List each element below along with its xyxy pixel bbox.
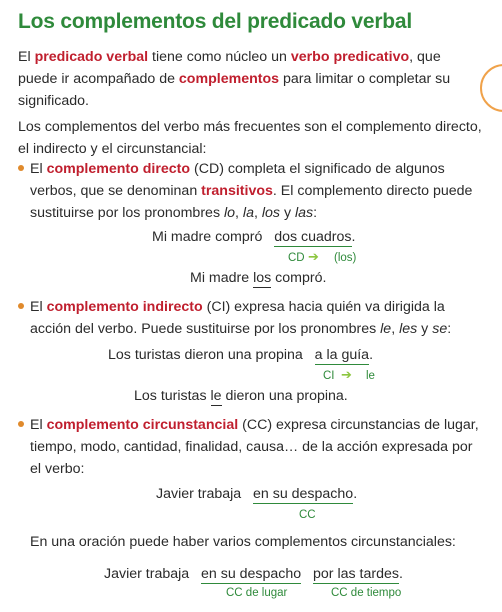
ci-result-pronoun: le xyxy=(210,388,222,404)
ci-tag: CI xyxy=(323,370,335,382)
pronoun: lo xyxy=(223,205,236,221)
cd-replacement: (los) xyxy=(334,252,357,264)
text: El xyxy=(30,299,47,315)
text: : xyxy=(313,205,318,221)
keyword-complemento-indirecto: complemento indirecto xyxy=(46,299,203,315)
text: . xyxy=(398,566,403,582)
ci-example-sentence xyxy=(108,345,373,365)
cc-tiempo-tag: CC de tiempo xyxy=(331,587,402,599)
pronoun: le xyxy=(380,321,392,337)
pronoun: se xyxy=(432,321,448,337)
cc-tiempo-phrase: por las tardes xyxy=(313,566,399,582)
text: Javier trabaja xyxy=(104,566,190,582)
cd-target-phrase: dos cuadros xyxy=(274,229,352,245)
text: . xyxy=(351,229,356,245)
text: para limitar o completar su significado. xyxy=(18,71,451,109)
multi-cc-example-sentence xyxy=(104,564,403,584)
cd-result-pronoun: los xyxy=(253,270,272,286)
text: y xyxy=(280,205,295,221)
text: . xyxy=(353,486,358,502)
text: tiene como núcleo un xyxy=(148,49,291,65)
arrow-right-icon: ➔ xyxy=(308,249,319,264)
keyword-complemento-circunstancial: complemento circunstancial xyxy=(46,417,239,433)
ci-paragraph xyxy=(30,296,486,340)
text: : xyxy=(447,321,452,337)
text: dieron una propina. xyxy=(221,388,348,404)
cd-tag: CD xyxy=(288,252,305,264)
text: Mi madre xyxy=(190,270,254,286)
pronoun: les xyxy=(399,321,418,337)
text: , que puede ir acompañado de xyxy=(18,49,441,87)
text: , xyxy=(253,205,262,221)
ci-result-sentence xyxy=(134,386,348,406)
cc-target-phrase: en su despacho xyxy=(253,486,354,502)
cc-example-sentence xyxy=(156,484,357,504)
text: Javier trabaja xyxy=(156,486,242,502)
ci-replacement: le xyxy=(366,370,375,382)
bullet-dot xyxy=(18,165,24,171)
text: El xyxy=(30,417,47,433)
arrow-right-icon: ➔ xyxy=(341,367,352,382)
text: El xyxy=(18,49,35,65)
lead-paragraph: Los complementos del verbo más frecuentes son el complemento directo, el indirecto y el circunstancial: xyxy=(18,119,482,157)
keyword-predicado-verbal: predicado verbal xyxy=(34,49,149,65)
text: compró. xyxy=(271,270,327,286)
keyword-complemento-directo: complemento directo xyxy=(46,161,191,177)
keyword-transitivos: transitivos xyxy=(201,183,273,199)
text: . xyxy=(369,347,374,363)
text: (CC) expresa circunstancias de lugar, tiempo, modo, cantidad, finalidad, causa… de la acción expresada por el verbo: xyxy=(30,417,479,477)
text: Los turistas xyxy=(134,388,211,404)
pronoun: la xyxy=(242,205,254,221)
cc-lugar-phrase: en su despacho xyxy=(201,566,302,582)
cd-result-sentence xyxy=(190,268,326,288)
keyword-complementos: complementos xyxy=(178,71,280,87)
text: y xyxy=(417,321,433,337)
text: (CD) completa el significado de algunos verbos, que se denominan xyxy=(30,161,445,199)
page-title: Los complementos del predicado verbal xyxy=(18,10,413,33)
keyword-verbo-predicativo: verbo predicativo xyxy=(290,49,410,65)
pronoun: los xyxy=(261,205,280,221)
intro-paragraph xyxy=(18,46,484,112)
cc-lugar-tag: CC de lugar xyxy=(226,587,288,599)
text: El xyxy=(30,161,47,177)
cd-example-sentence xyxy=(152,227,355,247)
text: , xyxy=(235,205,243,221)
text: Mi madre compró xyxy=(152,229,263,245)
cc-tag: CC xyxy=(299,509,316,521)
cc-paragraph xyxy=(30,414,486,480)
multi-cc-paragraph: En una oración puede haber varios complementos circunstanciales: xyxy=(30,534,456,550)
bullet-dot xyxy=(18,303,24,309)
bullet-dot xyxy=(18,421,24,427)
cd-paragraph xyxy=(30,158,486,224)
text: , xyxy=(391,321,400,337)
text: Los turistas dieron una propina xyxy=(108,347,303,363)
pronoun: las xyxy=(294,205,314,221)
text: (CI) expresa hacia quién va dirigida la acción del verbo. Puede sustituirse por los pronombres xyxy=(30,299,445,337)
text: . El complemento directo puede sustituirse por los pronombres xyxy=(30,183,473,221)
ci-target-phrase: a la guía xyxy=(314,347,370,363)
